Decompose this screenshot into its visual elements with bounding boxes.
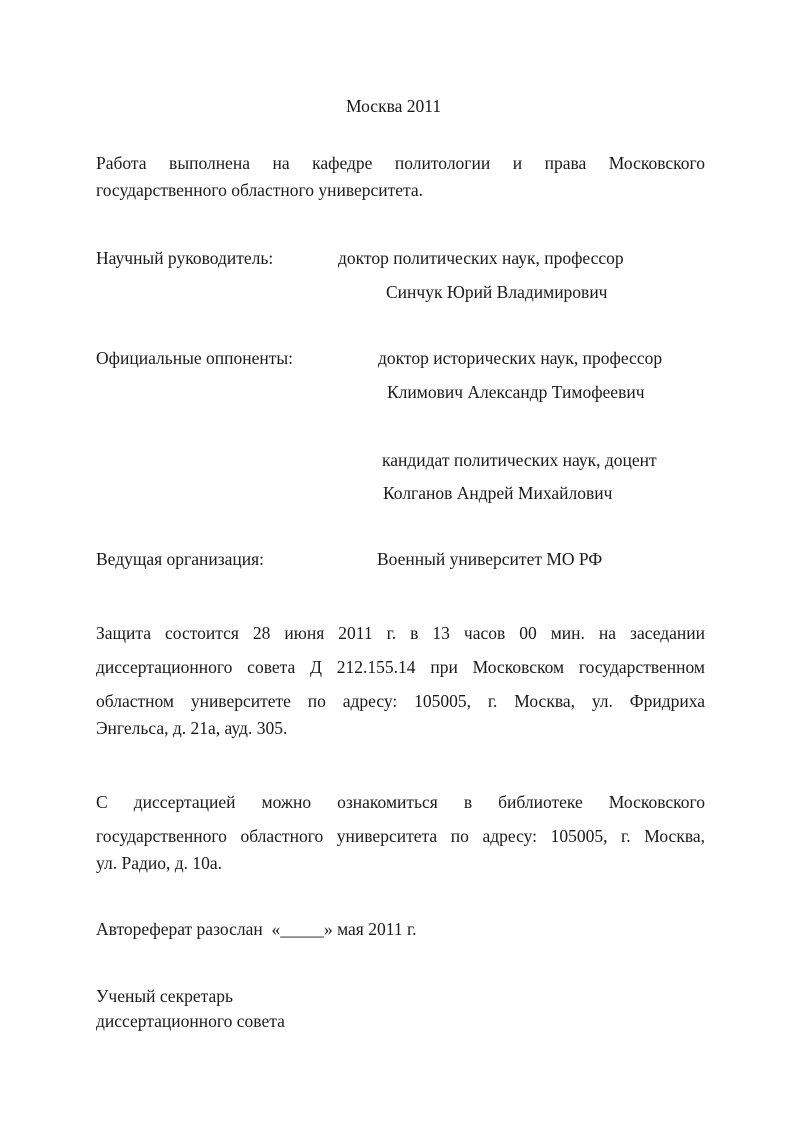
library-line: государственного областного университета по адресу: 105005, г. Москва, [96,826,705,846]
work-info-paragraph [96,147,705,180]
secretary-title: Ученый секретарь [96,986,233,1006]
secretary-council: диссертационного совета [96,1011,285,1031]
dispatch-line: Автореферат разослан «_____» мая 2011 г. [96,919,417,939]
opponents-label: Официальные оппоненты: [96,348,293,368]
library-paragraph [96,785,705,853]
opponent-name: Климович Александр Тимофеевич [387,382,645,402]
work-info-line: Работа выполнена на кафедре политологии и права Московского [96,153,705,173]
defense-line: областном университете по адресу: 105005, г. Москва, ул. Фридриха [96,691,705,711]
opponent-title: доктор исторических наук, профессор [378,348,663,368]
opponent-name: Колганов Андрей Михайлович [383,483,613,503]
defense-line: Защита состоится 28 июня 2011 г. в 13 часов 00 мин. на заседании [96,623,705,643]
supervisor-title: доктор политических наук, профессор [338,248,624,268]
defense-line: Энгельса, д. 21а, ауд. 305. [96,718,288,738]
library-line: ул. Радио, д. 10а. [96,853,223,873]
defense-line: диссертационного совета Д 212.155.14 при Московском государственном [96,657,705,677]
library-line: С диссертацией можно ознакомиться в библиотеке Московского [96,792,705,812]
work-info-line: государственного областного университета. [96,180,424,200]
supervisor-name: Синчук Юрий Владимирович [386,282,608,302]
defense-paragraph [96,616,705,718]
opponent-title: кандидат политических наук, доцент [382,450,657,470]
city-year-heading: Москва 2011 [346,96,442,116]
leading-org-value: Военный университет МО РФ [377,549,603,569]
supervisor-label: Научный руководитель: [96,248,274,268]
leading-org-label: Ведущая организация: [96,549,265,569]
